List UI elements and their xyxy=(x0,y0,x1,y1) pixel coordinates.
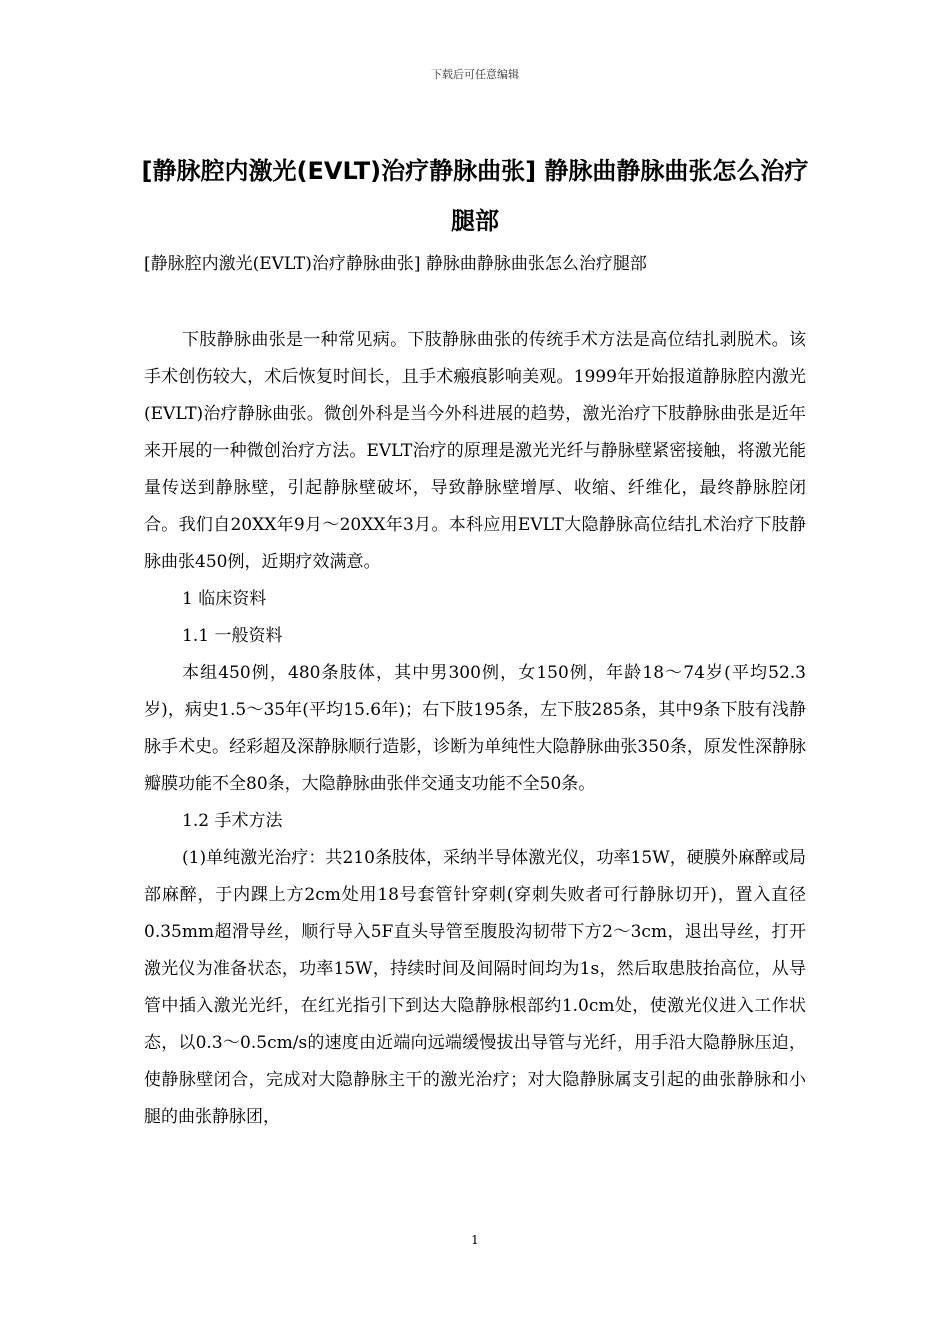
document-body xyxy=(144,322,806,1136)
general-info-paragraph: 本组450例，480条肢体，其中男300例，女150例，年龄18～74岁(平均52.3岁)，病史1.5～35年(平均15.6年)；右下肢195条，左下肢285条，其中9条下肢有浅静脉手术史。经彩超及深静脉顺行造影，诊断为单纯性大隐静脉曲张350条，原发性深静脉瓣膜功能不全80条，大隐静脉曲张伴交通支功能不全50条。 xyxy=(144,663,806,794)
document-title: [静脉腔内激光(EVLT)治疗静脉曲张] 静脉曲静脉曲张怎么治疗腿部 xyxy=(141,157,809,235)
method-paragraph: (1)单纯激光治疗：共210条肢体，采纳半导体激光仪，功率15W，硬膜外麻醉或局部麻醉，于内踝上方2cm处用18号套管针穿刺(穿刺失败者可行静脉切开)，置入直径0.35mm超滑导丝，顺行导入5F直头导管至腹股沟韧带下方2～3cm，退出导丝，打开激光仪为准备状态，功率15W，持续时间及间隔时间均为1s，然后取患肢抬高位，从导管中插入激光光纤，在红光指引下到达大隐静脉根部约1.0cm处，使激光仪进入工作状态，以0.3～0.5cm/s的速度由近端向远端缓慢拔出导管与光纤，用手沿大隐静脉压迫，使静脉壁闭合，完成对大隐静脉主干的激光治疗；对大隐静脉属支引起的曲张静脉和小腿的曲张静脉团， xyxy=(144,848,806,1127)
page-number: 1 xyxy=(471,1233,479,1247)
document-subtitle: [静脉腔内激光(EVLT)治疗静脉曲张] 静脉曲静脉曲张怎么治疗腿部 xyxy=(144,254,647,274)
intro-paragraph: 下肢静脉曲张是一种常见病。下肢静脉曲张的传统手术方法是高位结扎剥脱术。该手术创伤较大，术后恢复时间长，且手术瘢痕影响美观。1999年开始报道静脉腔内激光(EVLT)治疗静脉曲张。微创外科是当今外科进展的趋势，激光治疗下肢静脉曲张是近年来开展的一种微创治疗方法。EVLT治疗的原理是激光光纤与静脉壁紧密接触，将激光能量传送到静脉壁，引起静脉壁破坏，导致静脉壁增厚、收缩、纤维化，最终静脉腔闭合。我们自20XX年9月～20XX年3月。本科应用EVLT大隐静脉高位结扎术治疗下肢静脉曲张450例，近期疗效满意。 xyxy=(144,330,806,572)
section-heading-1-2: 1.2 手术方法 xyxy=(182,811,283,831)
header-note: 下载后可任意编辑 xyxy=(431,68,519,81)
section-heading-1: 1 临床资料 xyxy=(182,589,267,609)
section-heading-1-1: 1.1 一般资料 xyxy=(182,626,283,646)
